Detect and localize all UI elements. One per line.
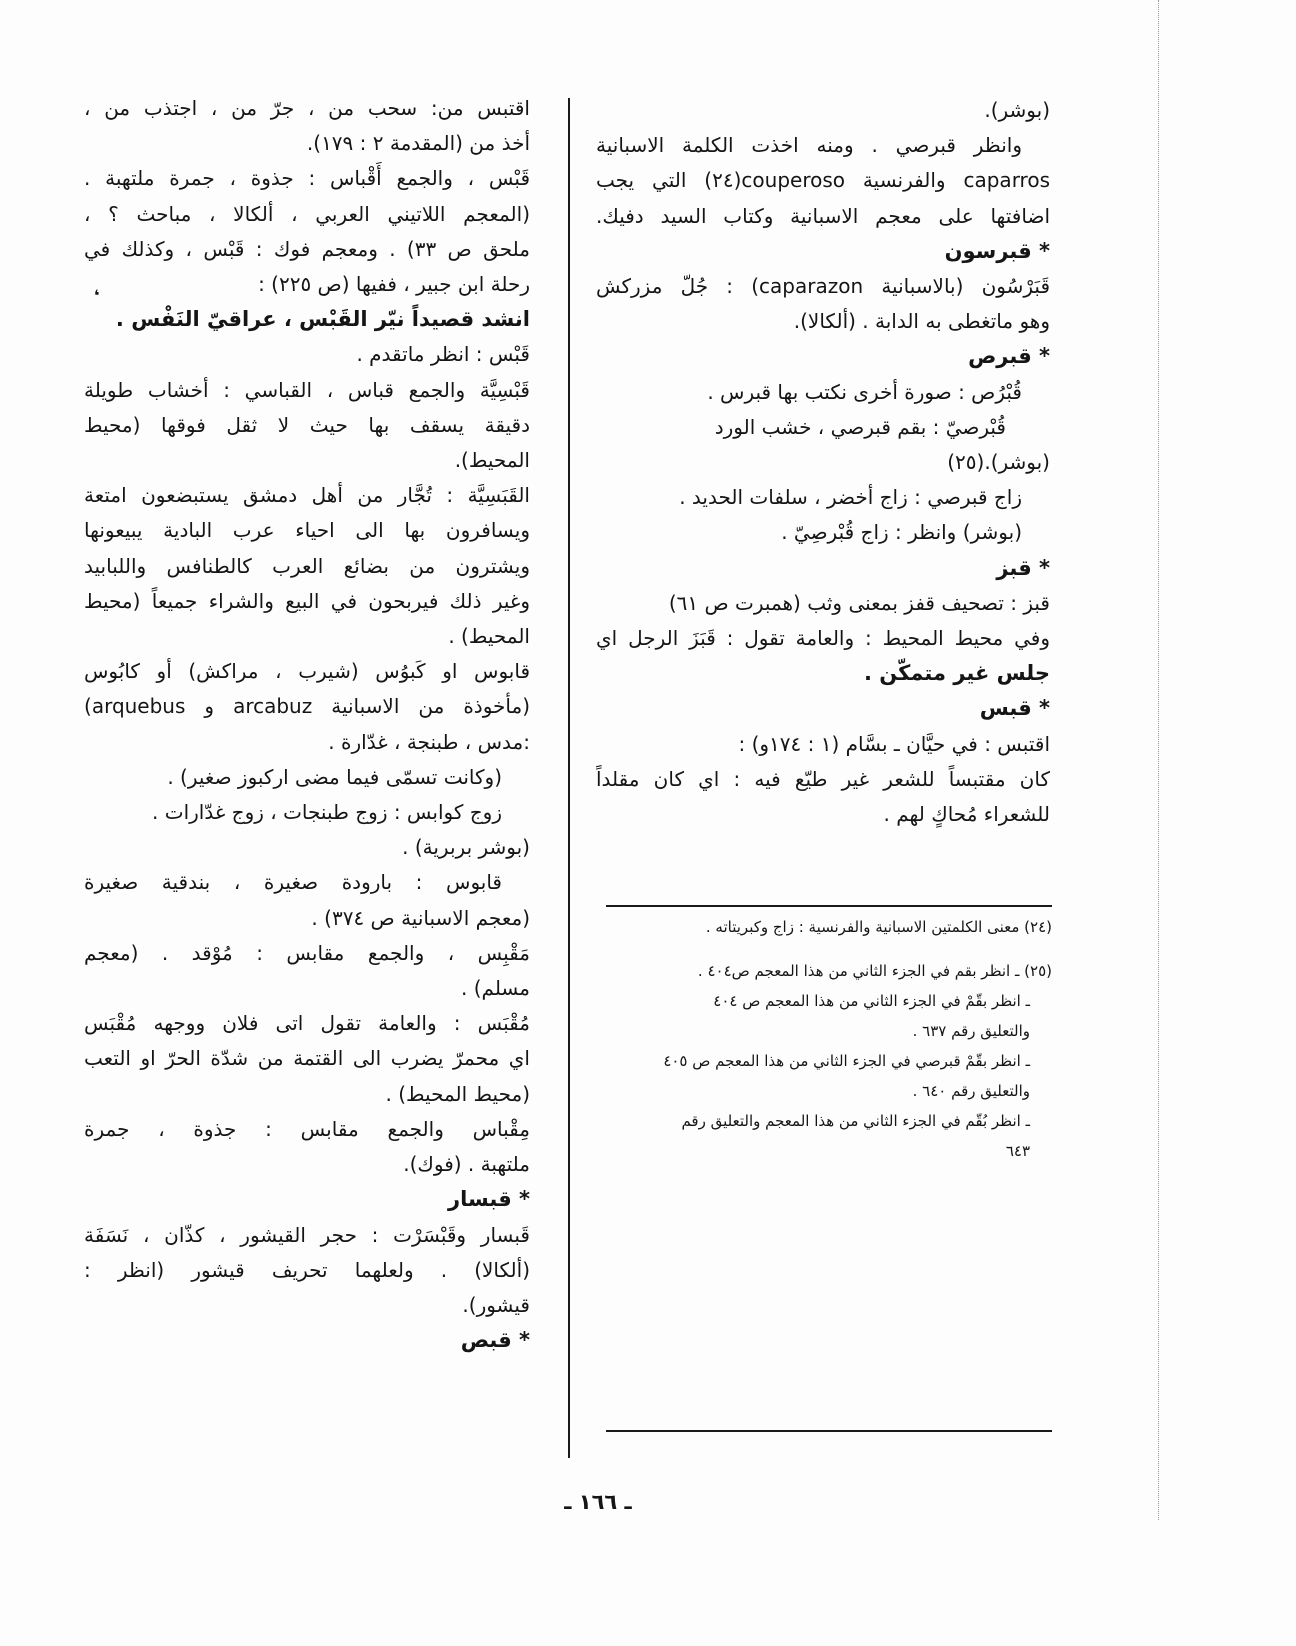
text-line: * قبس: [979, 696, 1050, 721]
text-line: اي محمرّ يضرب الى القتمة من شدّة الحرّ او التعب: [84, 1046, 530, 1071]
text-line: قابوس : بارودة صغيرة ، بندقية صغيرة: [84, 870, 502, 895]
text-line: قبز : تصحيف قفز بمعنى وثب (همبرت ص ٦١): [668, 590, 1050, 615]
text-line: القَبَسِيَّة : تُجَّار من أهل دمشق يستبضعون امتعة: [84, 483, 530, 508]
text-line: قابوس او كَبوُس (شيرب ، مراكش) أو كابُوس: [84, 659, 530, 684]
text-line: وهو ماتغطى به الدابة . (ألكالا).: [793, 309, 1050, 334]
text-line: (ألكالا) . ولعلهما تحريف قيشور (انظر :: [84, 1257, 530, 1282]
text-line: (المعجم اللاتيني العربي ، ألكالا ، مباحث ؟ ،: [84, 201, 530, 226]
text-line: اقتبس من: سحب من ، جرّ من ، اجتذب من ،: [84, 96, 530, 120]
text-line: * قبرص: [968, 344, 1050, 369]
scan-edge-line: [1158, 0, 1159, 1520]
text-line: (بوشر).: [984, 98, 1050, 122]
footnote-rule-bottom: [606, 1430, 1052, 1432]
text-line: ملتهبة . (فوك).: [403, 1152, 530, 1177]
text-line: (معجم الاسبانية ص ٣٧٤) .: [311, 905, 530, 930]
text-line: * قبسار: [448, 1187, 530, 1212]
text-line: وفي محيط المحيط : والعامة تقول : قَبَزَ الرجل اي: [596, 626, 1050, 651]
text-line: قُبْرصيّ : بقم قبرصي ، خشب الورد: [714, 414, 1006, 439]
text-line: قيشور).: [462, 1292, 530, 1317]
footnote-line: ـ انظر بُقّم في الجزء الثاني من هذا المعجم والتعليق رقم: [681, 1112, 1030, 1130]
text-line: (محيط المحيط) .: [385, 1081, 530, 1106]
right-column: [596, 93, 1050, 832]
text-line: زوج كوابس : زوج طبنجات ، زوج غدّارات .: [152, 800, 502, 825]
text-line: المحيط).: [454, 448, 530, 473]
text-line: (بوشر) وانظر : زاج قُبْرصِيّ .: [781, 520, 1022, 545]
footnote-line: (٢٥) ـ انظر بقم في الجزء الثاني من هذا المعجم ص٤٠٤ .: [697, 962, 1052, 980]
text-line: قَبْس : انظر ماتقدم .: [356, 342, 530, 367]
text-line: اضافتها على معجم الاسبانية وكتاب السيد دفيك.: [596, 203, 1050, 228]
column-separator: [568, 98, 570, 1458]
footnote-line: [606, 942, 1052, 956]
text-line: جلس غير متمكّن .: [863, 661, 1050, 686]
left-column: [84, 91, 530, 1358]
text-line: ملحق ص ٣٣) . ومعجم فوك : قَبْس ، وكذلك في: [84, 236, 530, 261]
text-line: وانظر قبرصي . ومنه اخذت الكلمة الاسبانية: [596, 133, 1022, 158]
footnote-line: ـ انظر بقّمْ قبرصي في الجزء الثاني من هذا المعجم ص ٤٠٥: [663, 1052, 1030, 1070]
text-line: (وكانت تسمّى فيما مضى اركبوز صغير) .: [167, 764, 502, 789]
text-line: قَبْس ، والجمع أَقْباس : جذوة ، جمرة ملتهبة .: [84, 166, 530, 191]
text-line: قَبَرْسُون (بالاسبانية caparazon) : جُلّ مزركش: [596, 274, 1050, 299]
text-line: المحيط) .: [448, 624, 530, 649]
text-line: أخذ من (المقدمة ٢ : ١٧٩).: [306, 131, 530, 156]
text-line: زاج قبرصي : زاج أخضر ، سلفات الحديد .: [679, 485, 1022, 510]
footnote-line: ٦٤٣: [1005, 1142, 1030, 1160]
text-line: :مدس ، طبنجة ، غدّارة .: [328, 729, 530, 754]
footnotes: [606, 912, 1052, 1166]
text-line: مسلم) .: [460, 976, 530, 1001]
page-number: ـ ١٦٦ ـ: [564, 1490, 632, 1514]
footnote-line: والتعليق رقم ٦٤٠ .: [912, 1082, 1030, 1100]
footnote-line: (٢٤) معنى الكلمتين الاسبانية والفرنسية : زاج وكبريتاته .: [705, 918, 1052, 936]
text-line: للشعراء مُحاكٍ لهم .: [883, 802, 1050, 827]
footnote-line: والتعليق رقم ٦٣٧ .: [912, 1022, 1030, 1040]
text-line: caparros والفرنسية couperoso(٢٤) التي يجب: [596, 168, 1050, 193]
text-line: مَقْبِس ، والجمع مقابس : مُوْقد . (معجم: [84, 940, 530, 965]
text-line: * قبص: [460, 1328, 530, 1353]
text-line: انشد قصيداً نيّر القَبْس ، عراقيّ النَفْس .: [115, 307, 530, 332]
text-line: رحلة ابن جبير ، ففيها (ص ٢٢٥) :: [258, 272, 530, 297]
text-line: * قبز: [996, 555, 1050, 580]
text-line: اقتبس : في حيَّان ـ بسَّام (١ : ١٧٤و) :: [738, 731, 1050, 756]
text-line: ويسافرون بها الى احياء عرب البادية يبيعونها: [84, 518, 530, 543]
footnote-rule-top: [606, 905, 1052, 907]
text-line: وغير ذلك فيربحون في البيع والشراء جميعاً (محيط: [84, 588, 530, 613]
text-line: (مأخوذة من الاسبانية arcabuz و arquebus): [84, 694, 530, 719]
text-line: قَبسار وقَبْسَرْت : حجر القيشور ، كذّان ، نَسَفَة: [84, 1222, 530, 1247]
text-line: قَبْسِيَّة والجمع قباس ، القباسي : أخشاب طويلة: [84, 377, 530, 402]
stray-mark: ❛: [94, 286, 100, 305]
text-line: قُبْرُص : صورة أخرى نكتب بها قبرس .: [707, 379, 1022, 404]
text-line: ويشترون من بضائع العرب كالطنافس واللبابيد: [84, 553, 530, 578]
text-line: (بوشر بربرية) .: [402, 835, 530, 860]
text-line: مِقْباس والجمع مقابس : جذوة ، جمرة: [84, 1116, 530, 1141]
text-line: كان مقتبساً للشعر غير طيّع فيه : اي كان مقلداً: [596, 766, 1050, 791]
footnote-line: ـ انظر بقّمْ في الجزء الثاني من هذا المعجم ص ٤٠٤: [713, 992, 1030, 1010]
text-line: * قبرسون: [944, 238, 1050, 263]
text-line: مُقْبَس : والعامة تقول اتى فلان ووجهه مُقْبَس: [84, 1011, 530, 1036]
text-line: دقيقة يسقف بها حيث لا ثقل فوقها (محيط: [84, 412, 530, 437]
text-line: (بوشر).(٢٥): [947, 450, 1050, 475]
